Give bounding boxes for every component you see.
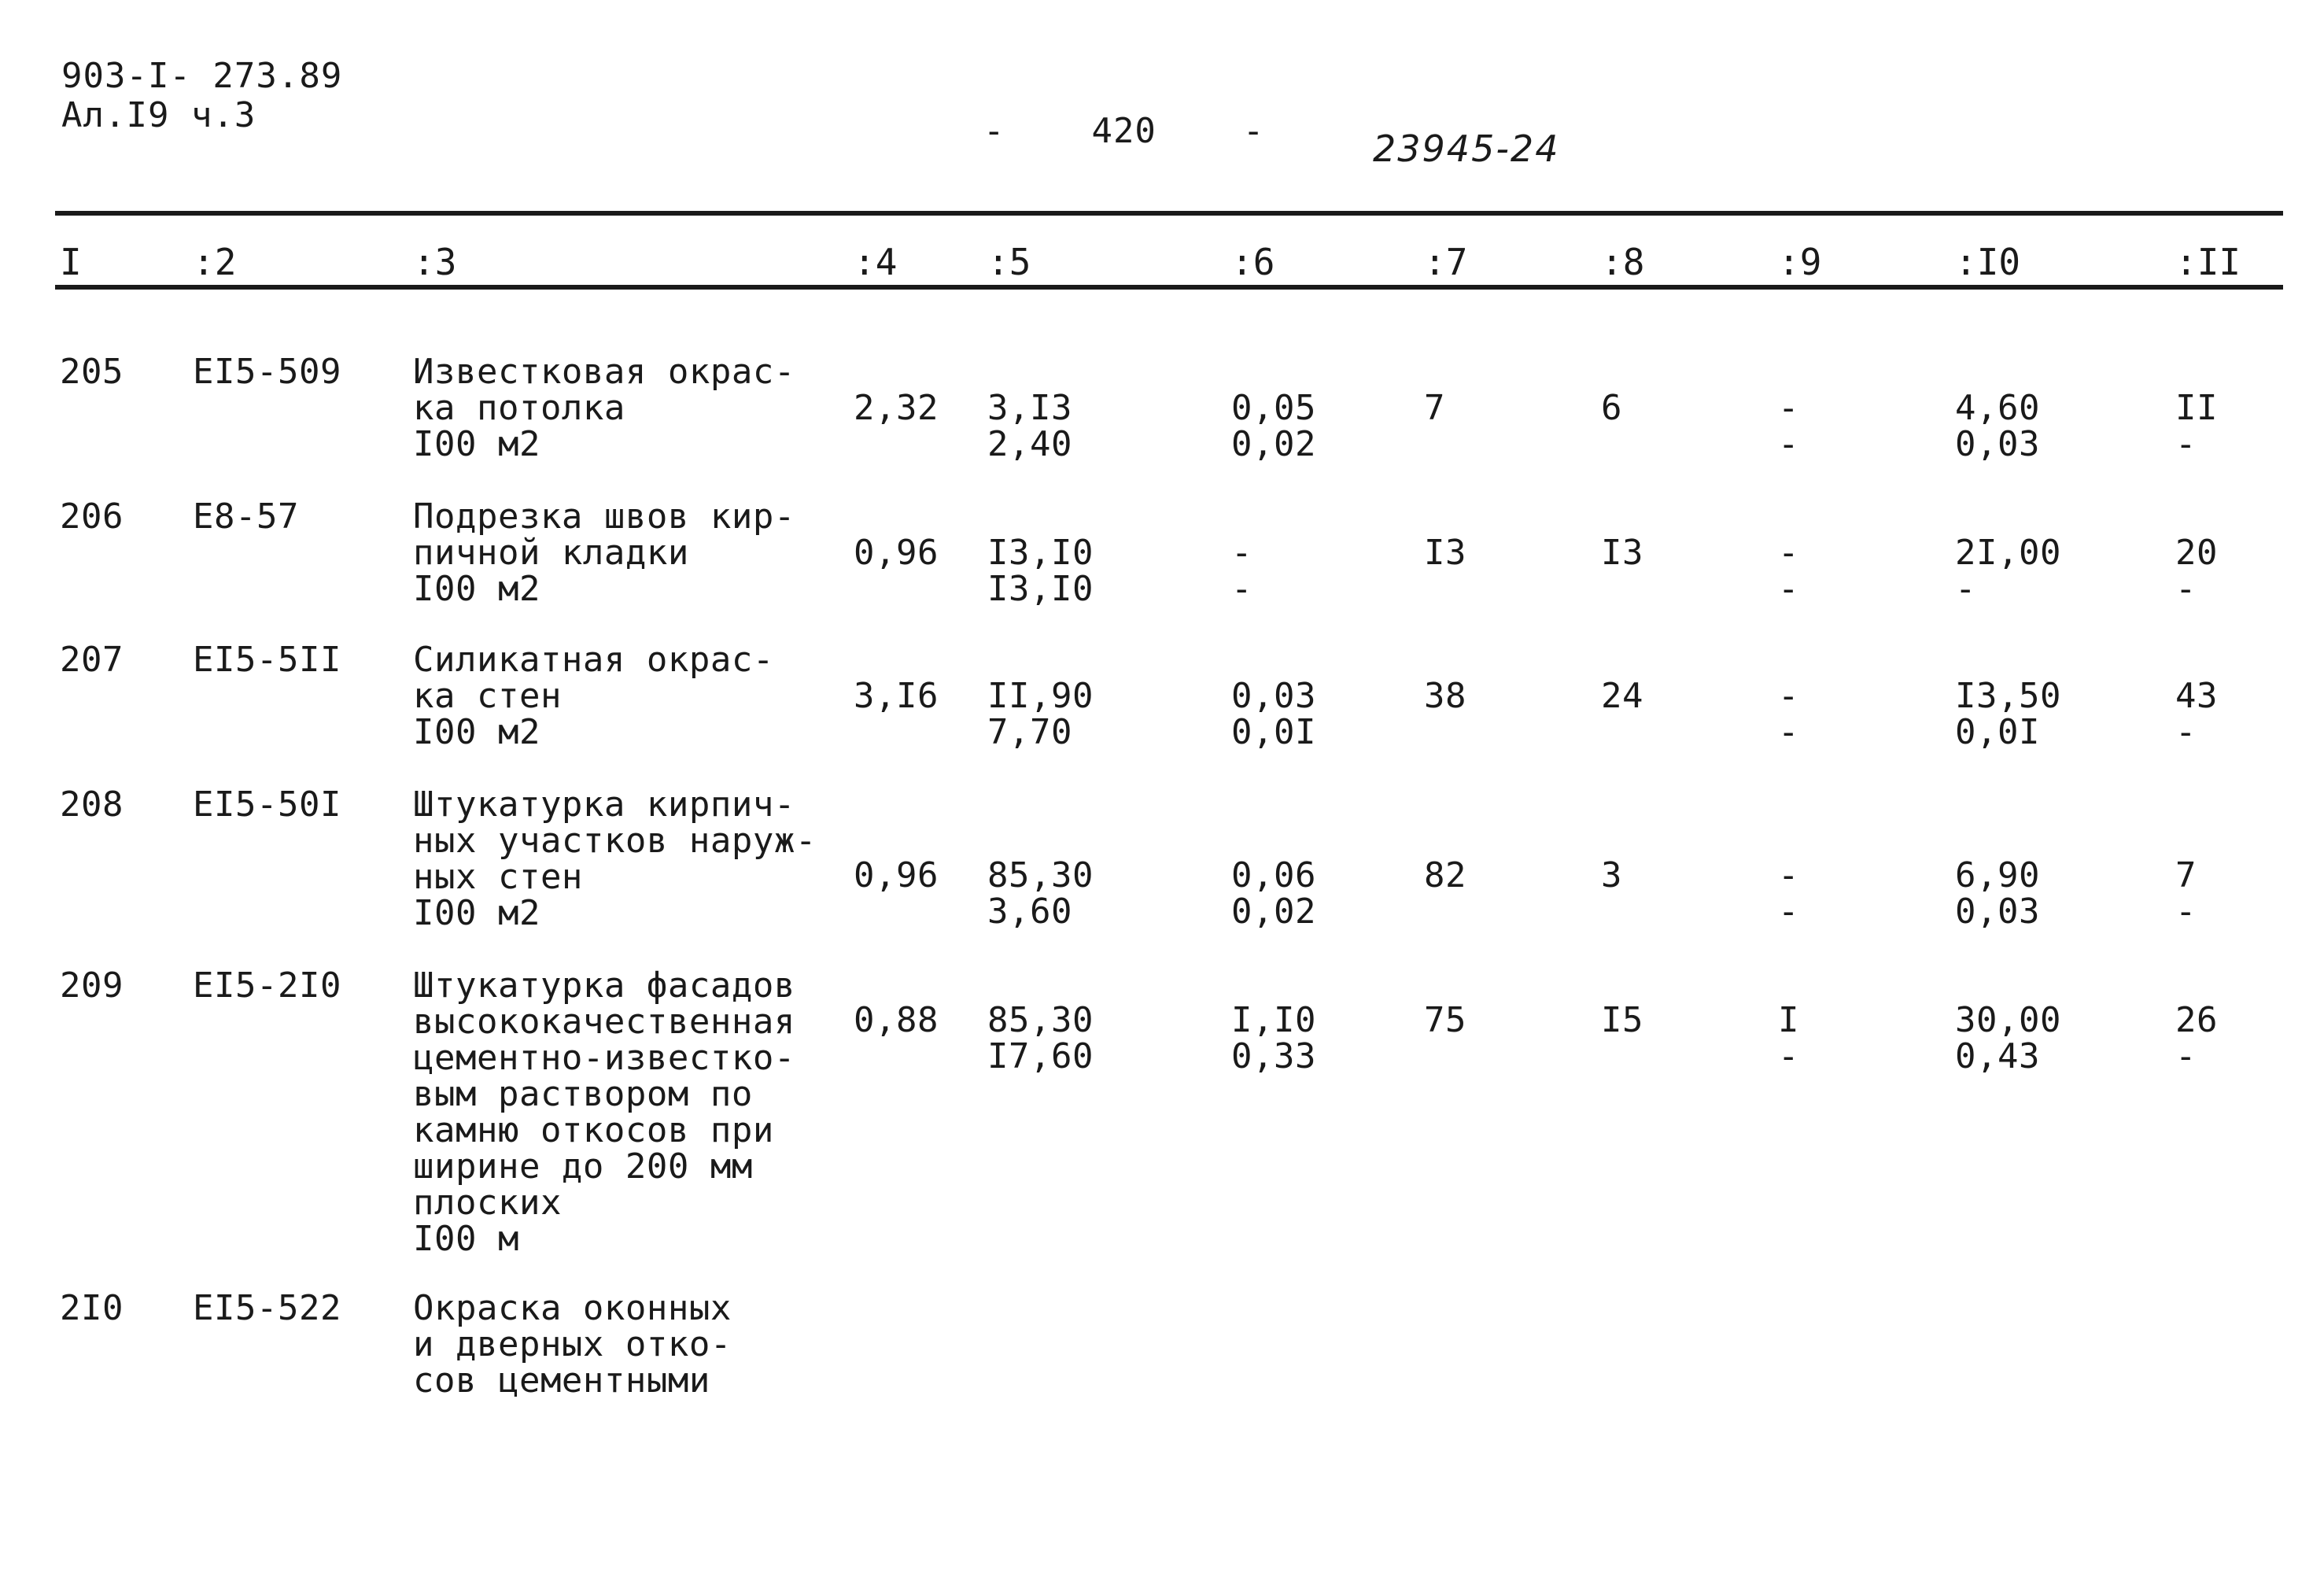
col-7: 75 [1424, 1000, 1466, 1040]
column-header-8: :8 [1601, 241, 1645, 283]
code: E8-57 [193, 497, 299, 537]
row-number: 206 [60, 497, 124, 537]
code: EI5-2I0 [193, 965, 341, 1006]
description: Силикатная окрас- ка стен I00 м2 [413, 640, 774, 752]
col-4: 0,96 [854, 855, 939, 895]
row-number: 209 [60, 965, 124, 1006]
col-6: - - [1231, 533, 1252, 609]
handwritten-number: 23945-24 [1373, 127, 1560, 170]
col-4: 2,32 [854, 388, 939, 428]
col-9: - - [1778, 388, 1799, 464]
col-5: 85,30 3,60 [987, 855, 1094, 932]
col-7: 38 [1424, 676, 1466, 716]
col-5: 85,30 I7,60 [987, 1000, 1094, 1076]
row-number: 2I0 [60, 1288, 124, 1328]
column-header-4: :4 [854, 241, 898, 283]
row-number: 205 [60, 352, 124, 392]
col-8: 6 [1601, 388, 1622, 428]
header-bottom-rule [55, 285, 2283, 290]
col-11: 20 - [2175, 533, 2218, 609]
column-header-9: :9 [1778, 241, 1822, 283]
col-8: I3 [1601, 533, 1643, 573]
col-11: 26 - [2175, 1000, 2218, 1076]
col-8: I5 [1601, 1000, 1643, 1040]
col-11: 7 - [2175, 855, 2197, 932]
description: Штукатурка кирпич- ных участков наруж- ных стен I00 м2 [413, 784, 817, 933]
col-6: 0,05 0,02 [1231, 388, 1316, 464]
column-header-7: :7 [1424, 241, 1468, 283]
col-10: 30,00 0,43 [1955, 1000, 2061, 1076]
col-5: I3,I0 I3,I0 [987, 533, 1094, 609]
column-header-10: :I0 [1955, 241, 2021, 283]
column-header-2: :2 [193, 241, 237, 283]
col-4: 3,I6 [854, 676, 939, 716]
col-6: I,I0 0,33 [1231, 1000, 1316, 1076]
col-11: 43 - [2175, 676, 2218, 752]
col-11: II - [2175, 388, 2218, 464]
col-4: 0,96 [854, 533, 939, 573]
col-9: - - [1778, 855, 1799, 932]
description: Штукатурка фасадов высококачественная цементно-известко- вым раствором по камню откосов при ширине до 200 мм плоских I00 м [413, 965, 795, 1259]
code: EI5-5II [193, 640, 341, 680]
document-code: 903-I- 273.89 [61, 56, 343, 96]
col-5: 3,I3 2,40 [987, 388, 1072, 464]
code: EI5-50I [193, 784, 341, 825]
col-5: II,90 7,70 [987, 676, 1094, 752]
col-9: - - [1778, 533, 1799, 609]
column-header-11: :II [2175, 241, 2241, 283]
row-number: 208 [60, 784, 124, 825]
column-header-5: :5 [987, 241, 1031, 283]
description: Окраска оконных и дверных отко- сов цементными [413, 1288, 732, 1401]
sheet-reference: Ал.I9 ч.3 [61, 95, 256, 135]
col-6: 0,03 0,0I [1231, 676, 1316, 752]
column-header-3: :3 [413, 241, 457, 283]
col-8: 3 [1601, 855, 1622, 895]
col-4: 0,88 [854, 1000, 939, 1040]
col-10: 6,90 0,03 [1955, 855, 2040, 932]
description: Известковая окрас- ка потолка I00 м2 [413, 352, 795, 464]
col-10: 4,60 0,03 [1955, 388, 2040, 464]
col-6: 0,06 0,02 [1231, 855, 1316, 932]
top-rule [55, 211, 2283, 216]
page-number: - 420 - [983, 111, 1265, 151]
col-8: 24 [1601, 676, 1643, 716]
code: EI5-509 [193, 352, 341, 392]
row-number: 207 [60, 640, 124, 680]
col-9: - - [1778, 676, 1799, 752]
description: Подрезка швов кир- пичной кладки I00 м2 [413, 497, 795, 609]
column-header-6: :6 [1231, 241, 1275, 283]
col-7: 82 [1424, 855, 1466, 895]
col-7: 7 [1424, 388, 1445, 428]
col-9: I - [1778, 1000, 1799, 1076]
col-7: I3 [1424, 533, 1466, 573]
col-10: 2I,00 - [1955, 533, 2061, 609]
col-10: I3,50 0,0I [1955, 676, 2061, 752]
code: EI5-522 [193, 1288, 341, 1328]
column-header-1: I [60, 241, 82, 283]
